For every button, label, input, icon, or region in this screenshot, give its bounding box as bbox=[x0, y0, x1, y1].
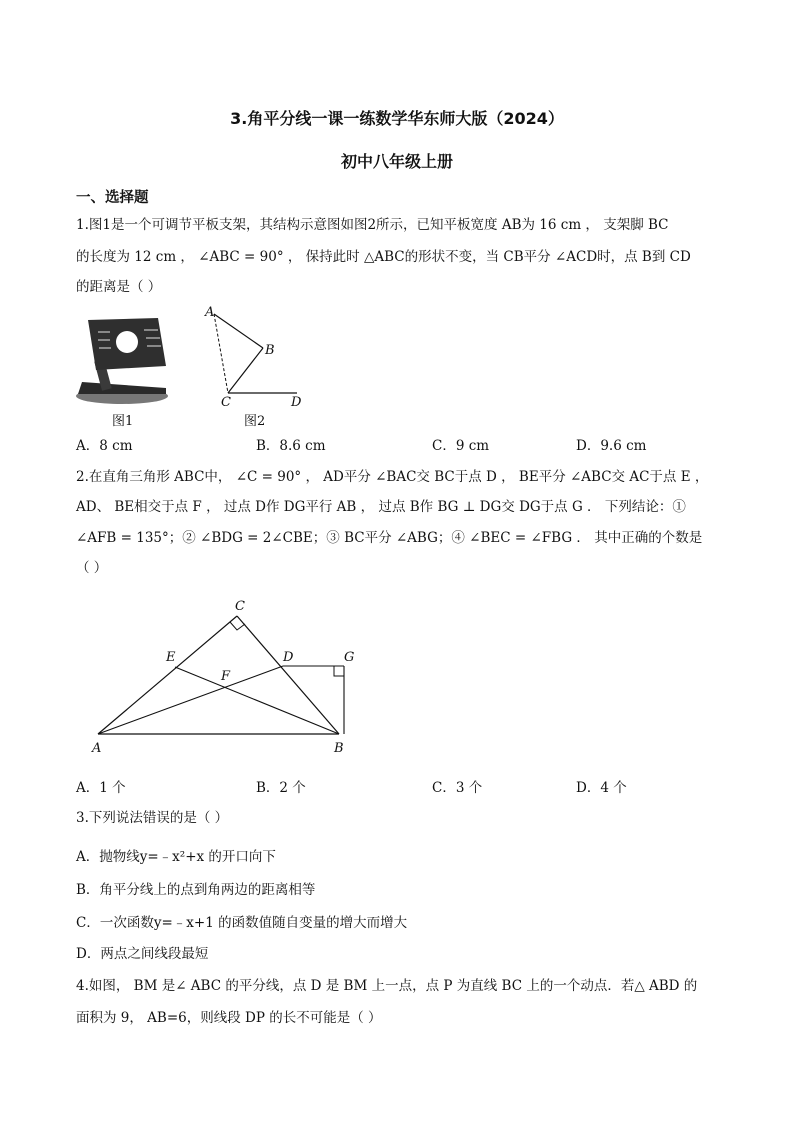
label-e2: E bbox=[166, 650, 176, 665]
document-title: 3.角平分线一课一练数学华东师大版（2024） bbox=[230, 109, 564, 128]
label-c2: C bbox=[235, 599, 245, 614]
q1-line-3: 的距离是（ ） bbox=[76, 279, 162, 295]
q2-line-3: ∠AFB = 135°；② ∠BDG = 2∠CBE；③ BC平分 ∠ABG；④ ∠BEC = ∠FBG ． 其中正确的个数是 bbox=[76, 530, 703, 546]
q1-line-2: 的长度为 12 cm ， ∠ABC = 90° ， 保持此时 △ABC的形状不变，当 CB平分 ∠ACD时，点 B到 CD bbox=[76, 249, 691, 265]
q2-option-c: C．3 个 bbox=[432, 780, 483, 796]
q1-option-c: C．9 cm bbox=[432, 438, 490, 454]
tablet-stand-photo bbox=[70, 310, 180, 410]
label-g2: G bbox=[344, 650, 355, 665]
q4-line-2: 面积为 9， AB=6，则线段 DP 的长不可能是（ ） bbox=[76, 1010, 382, 1026]
q1-option-b: B．8.6 cm bbox=[256, 438, 326, 454]
q2-option-b: B．2 个 bbox=[256, 780, 306, 796]
figure-1-caption: 图1 bbox=[112, 414, 134, 429]
label-b2: B bbox=[334, 741, 344, 756]
q4-line-1: 4.如图， BM 是∠ ABC 的平分线，点 D 是 BM 上一点，点 P 为直线 BC 上的一个动点．若△ ABD 的 bbox=[76, 978, 698, 994]
q3-option-c: C．一次函数y=﹣x+1 的函数值随自变量的增大而增大 bbox=[76, 915, 408, 931]
q3-option-d: D．两点之间线段最短 bbox=[76, 946, 209, 962]
q3-option-b: B．角平分线上的点到角两边的距离相等 bbox=[76, 882, 316, 898]
right-triangle-diagram bbox=[80, 592, 380, 762]
q2-line-4: （ ） bbox=[76, 560, 108, 576]
q2-line-2: AD、 BE相交于点 F ， 过点 D作 DG平行 AB ， 过点 B作 BG ⊥ DG交 DG于点 G ． 下列结论：① bbox=[76, 499, 686, 515]
label-a2: A bbox=[92, 741, 102, 756]
label-f2: F bbox=[221, 669, 231, 684]
document-subtitle: 初中八年级上册 bbox=[340, 152, 453, 171]
q2-option-a: A．1 个 bbox=[76, 780, 126, 796]
q3-option-a: A．抛物线y=﹣x²+x 的开口向下 bbox=[76, 849, 276, 865]
section-heading: 一、选择题 bbox=[76, 190, 149, 206]
figure-2-diagram bbox=[195, 300, 315, 415]
q3-stem: 3.下列说法错误的是（ ） bbox=[76, 810, 229, 826]
q2-line-1: 2.在直角三角形 ABC中， ∠C = 90° ， AD平分 ∠BAC交 BC于点 D ， BE平分 ∠ABC交 AC于点 E ， bbox=[76, 469, 709, 485]
label-d2: D bbox=[283, 650, 294, 665]
figure-2-caption: 图2 bbox=[244, 414, 266, 429]
q2-option-d: D．4 个 bbox=[576, 780, 627, 796]
q1-option-a: A．8 cm bbox=[76, 438, 133, 454]
label-c: C bbox=[221, 395, 231, 410]
q1-option-d: D．9.6 cm bbox=[576, 438, 647, 454]
label-a: A bbox=[205, 305, 215, 320]
q1-line-1: 1.图1是一个可调节平板支架，其结构示意图如图2所示，已知平板宽度 AB为 16 cm ， 支架脚 BC bbox=[76, 217, 669, 233]
label-d: D bbox=[291, 395, 302, 410]
label-b: B bbox=[265, 343, 275, 358]
